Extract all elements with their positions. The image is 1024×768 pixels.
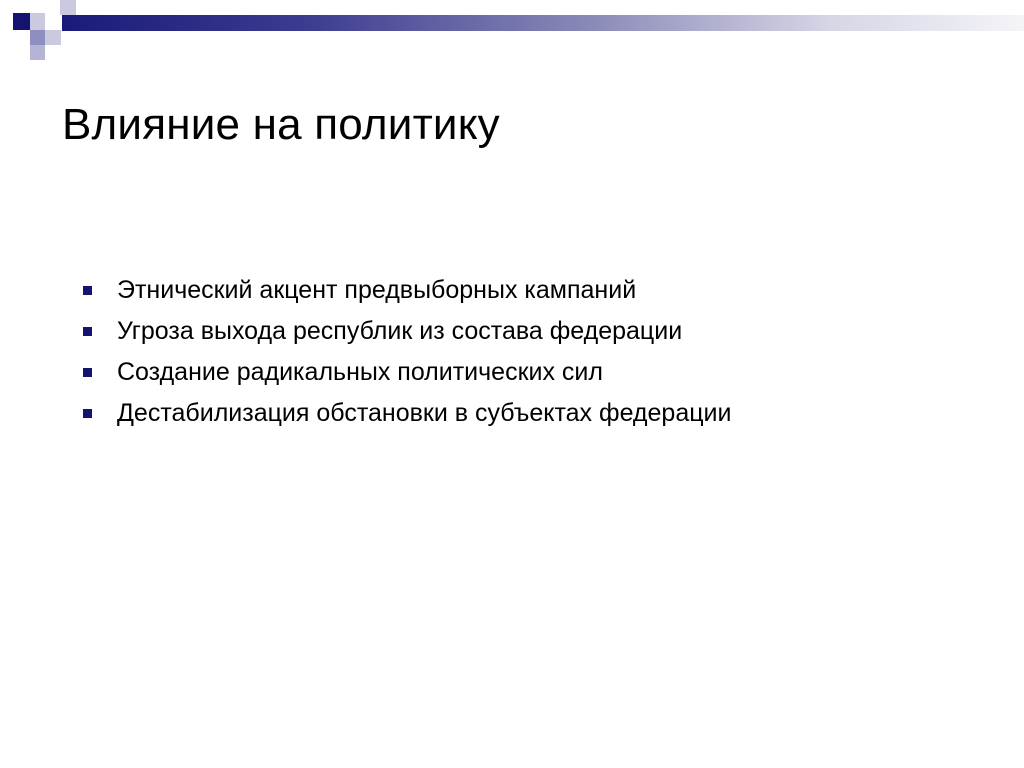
square-bullet-icon: [83, 368, 92, 377]
decor-square: [30, 30, 45, 45]
bullet-text: Угроза выхода республик из состава федерации: [117, 317, 683, 345]
square-bullet-icon: [83, 327, 92, 336]
bullet-item: [80, 272, 731, 313]
bullet-list: [80, 272, 731, 436]
square-bullet-icon: [83, 409, 92, 418]
decor-square: [13, 13, 30, 30]
decor-square: [45, 13, 62, 30]
square-bullet-icon: [83, 286, 92, 295]
gradient-band: [62, 15, 1024, 31]
bullet-item: [80, 395, 731, 436]
bullet-text: Дестабилизация обстановки в субъектах федерации: [117, 399, 732, 427]
decor-square: [30, 45, 45, 60]
decor-square: [60, 0, 76, 15]
slide-title: Влияние на политику: [62, 100, 500, 149]
bullet-text: Создание радикальных политических сил: [117, 358, 603, 386]
decor-square: [45, 30, 61, 45]
bullet-item: [80, 354, 731, 395]
header-decoration: [0, 0, 1024, 62]
bullet-text: Этнический акцент предвыборных кампаний: [117, 276, 637, 304]
decor-square: [30, 13, 45, 30]
decor-square: [13, 30, 30, 45]
bullet-item: [80, 313, 731, 354]
